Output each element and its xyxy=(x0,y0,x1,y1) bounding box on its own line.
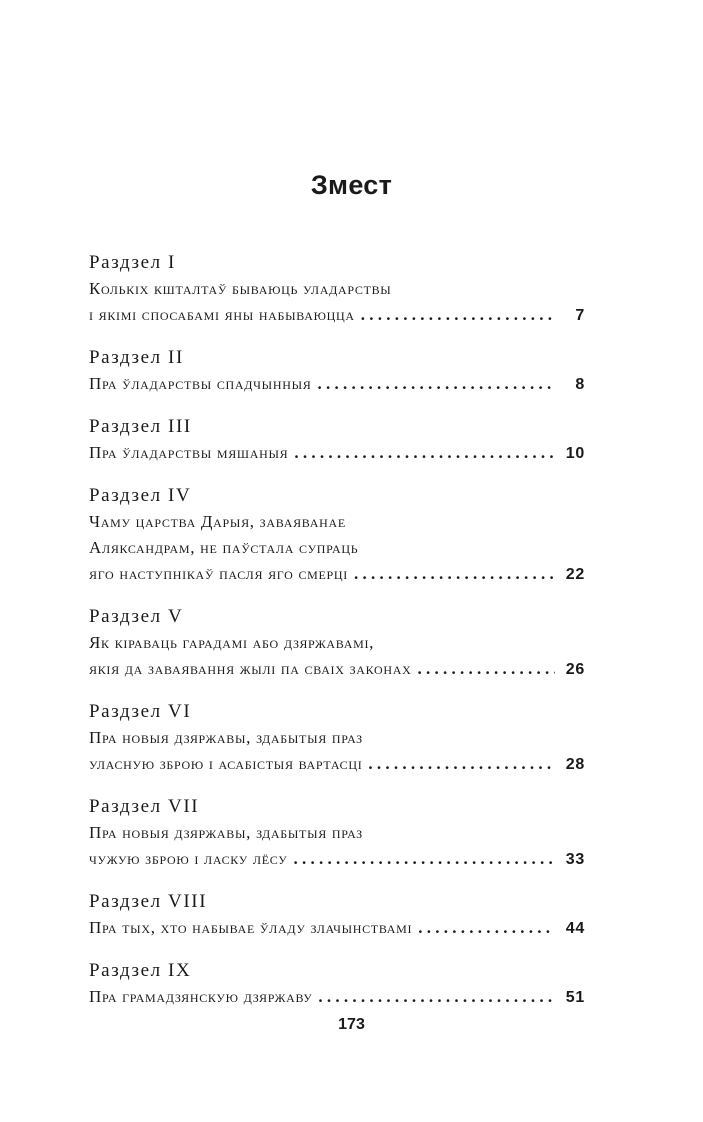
toc-section-6 xyxy=(89,699,585,777)
toc-section-7 xyxy=(89,794,585,872)
dot-leader xyxy=(288,846,555,872)
section-title-line: якія да заваявання жылі па сваіх законах xyxy=(89,659,412,678)
toc-entry-5[interactable] xyxy=(89,656,585,682)
toc-section-4 xyxy=(89,483,585,587)
toc-section-8 xyxy=(89,889,585,941)
section-title-line: Пра новыя дзяржавы, здабытыя праз xyxy=(89,728,363,747)
section-title-line: Пра ўладарствы мяшаныя xyxy=(89,443,289,462)
section-title-line: Пра ўладарствы спадчынныя xyxy=(89,374,312,393)
toc-entry-9[interactable] xyxy=(89,984,585,1010)
contents-title: Змест xyxy=(310,170,393,200)
toc-entry-3[interactable] xyxy=(89,440,585,466)
table-of-contents xyxy=(89,250,585,1027)
section-title-line: уласную зброю і асабістыя вартасці xyxy=(89,754,363,773)
toc-entry-2[interactable] xyxy=(89,371,585,397)
section-heading: Раздзел IV xyxy=(89,485,192,506)
section-title-line: Пра грамадзянскую дзяржаву xyxy=(89,987,313,1006)
page-ref: 22 xyxy=(565,566,585,583)
dot-leader xyxy=(412,915,555,941)
dot-leader xyxy=(355,302,555,328)
toc-section-9 xyxy=(89,958,585,1010)
section-heading: Раздзел VII xyxy=(89,796,200,817)
page-ref: 7 xyxy=(575,307,585,324)
section-title-line: чужую зброю і ласку лёсу xyxy=(89,849,288,868)
toc-entry-8[interactable] xyxy=(89,915,585,941)
page-number: 173 xyxy=(338,1016,365,1033)
toc-section-2 xyxy=(89,345,585,397)
section-title-line: і якімі спосабамі яны набываюцца xyxy=(89,305,355,324)
page-ref: 33 xyxy=(565,851,585,868)
section-heading: Раздзел V xyxy=(89,606,184,627)
toc-entry-4[interactable] xyxy=(89,561,585,587)
dot-leader xyxy=(412,656,555,682)
toc-entry-6[interactable] xyxy=(89,751,585,777)
page-ref: 10 xyxy=(565,445,585,462)
toc-section-5 xyxy=(89,604,585,682)
section-heading: Раздзел VIII xyxy=(89,891,208,912)
section-title-line: Як кіраваць гарадамі або дзяржавамі, xyxy=(89,633,375,652)
page-ref: 44 xyxy=(565,920,585,937)
toc-section-1 xyxy=(89,250,585,328)
dot-leader xyxy=(348,561,555,587)
dot-leader xyxy=(312,984,555,1010)
section-title-line: яго наступнікаў пасля яго смерці xyxy=(89,564,348,583)
dot-leader xyxy=(288,440,555,466)
section-title-line: Аляксандрам, не паўстала супраць xyxy=(89,538,359,557)
toc-section-3 xyxy=(89,414,585,466)
toc-entry-7[interactable] xyxy=(89,846,585,872)
section-heading: Раздзел I xyxy=(89,252,176,273)
toc-entry-1[interactable] xyxy=(89,302,585,328)
page-ref: 28 xyxy=(565,756,585,773)
section-heading: Раздзел III xyxy=(89,416,192,437)
section-heading: Раздзел II xyxy=(89,347,184,368)
section-title-line: Колькіх кшталтаў бываюць уладарствы xyxy=(89,279,392,298)
section-heading: Раздзел IX xyxy=(89,960,192,981)
section-title-line: Пра тых, хто набывае ўладу злачынствамі xyxy=(89,918,413,937)
page-ref: 51 xyxy=(565,989,585,1006)
section-title-line: Чаму царства Дарыя, заваяванае xyxy=(89,512,346,531)
section-heading: Раздзел VI xyxy=(89,701,192,722)
dot-leader xyxy=(311,371,555,397)
page-ref: 8 xyxy=(575,376,585,393)
dot-leader xyxy=(362,751,555,777)
page-ref: 26 xyxy=(565,661,585,678)
section-title-line: Пра новыя дзяржавы, здабытыя праз xyxy=(89,823,363,842)
